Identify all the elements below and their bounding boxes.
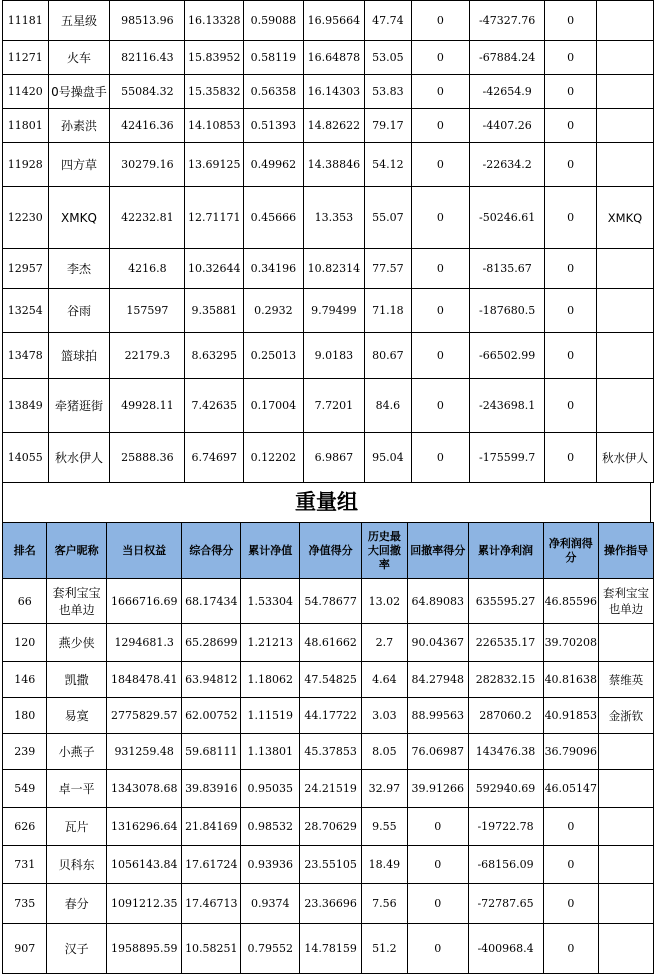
net-profit-cell: -187680.5 [470,289,545,333]
nav-cell: 0.98532 [241,808,300,846]
drawdown-cell: 53.05 [365,41,411,75]
nav-cell: 0.93936 [241,846,300,884]
rank-cell: 907 [3,924,47,974]
profit-score-cell: 0 [545,75,597,109]
header-nav: 累计净值 [241,523,300,579]
table-row [3,770,654,808]
equity-cell: 2775829.57 [106,698,182,734]
drawdown-cell: 32.97 [361,770,407,808]
drawdown-cell: 79.17 [365,109,411,143]
table-row [3,924,654,974]
score-cell: 15.35832 [185,75,244,109]
header-net-profit: 累计净利润 [468,523,543,579]
net-profit-cell: -42654.9 [470,75,545,109]
rank-cell: 11801 [3,109,49,143]
drawdown-cell: 51.2 [361,924,407,974]
rank-cell: 146 [3,662,47,698]
name-cell: 春分 [47,884,107,924]
header-name: 客户昵称 [47,523,107,579]
guide-cell [596,379,653,433]
header-guide: 操作指导 [599,523,654,579]
nav-score-cell: 7.7201 [303,379,365,433]
nav-score-cell: 48.61662 [300,624,362,662]
net-profit-cell: -66502.99 [470,333,545,379]
drawdown-score-cell: 0 [411,187,469,249]
table-row [3,289,654,333]
nav-score-cell: 16.95664 [303,1,365,41]
drawdown-cell: 2.7 [361,624,407,662]
score-cell: 12.71171 [185,187,244,249]
equity-cell: 42232.81 [110,187,185,249]
net-profit-cell: -50246.61 [470,187,545,249]
nav-cell: 1.13801 [241,734,300,770]
profit-score-cell: 0 [543,884,599,924]
score-cell: 14.10853 [185,109,244,143]
nav-score-cell: 23.36696 [300,884,362,924]
name-cell: 汉子 [47,924,107,974]
nav-cell: 0.49962 [244,143,303,187]
rank-cell: 11420 [3,75,49,109]
equity-cell: 49928.11 [110,379,185,433]
rank-cell: 626 [3,808,47,846]
score-cell: 62.00752 [182,698,241,734]
drawdown-score-cell: 88.99563 [407,698,468,734]
profit-score-cell: 0 [545,143,597,187]
drawdown-score-cell: 64.89083 [407,579,468,624]
profit-score-cell: 0 [545,289,597,333]
score-cell: 39.83916 [182,770,241,808]
header-row [3,523,654,579]
net-profit-cell: -47327.76 [470,1,545,41]
profit-score-cell: 0 [545,1,597,41]
drawdown-score-cell: 76.06987 [407,734,468,770]
name-cell: 贝科东 [47,846,107,884]
profit-score-cell: 40.91853 [543,698,599,734]
drawdown-cell: 18.49 [361,846,407,884]
drawdown-score-cell: 0 [411,41,469,75]
drawdown-cell: 84.6 [365,379,411,433]
drawdown-cell: 80.67 [365,333,411,379]
equity-cell: 1848478.41 [106,662,182,698]
score-cell: 10.32644 [185,249,244,289]
score-cell: 17.61724 [182,846,241,884]
table-row [3,433,654,483]
table-row [3,75,654,109]
drawdown-cell: 77.57 [365,249,411,289]
guide-cell [596,143,653,187]
rank-cell: 11928 [3,143,49,187]
drawdown-cell: 95.04 [365,433,411,483]
score-cell: 7.42635 [185,379,244,433]
top-ranking-table [2,0,654,483]
nav-cell: 0.58119 [244,41,303,75]
profit-score-cell: 46.85596 [543,579,599,624]
nav-cell: 0.25013 [244,333,303,379]
guide-cell [596,1,653,41]
drawdown-score-cell: 0 [411,433,469,483]
profit-score-cell: 0 [543,808,599,846]
guide-cell: XMKQ [596,187,653,249]
equity-cell: 42416.36 [110,109,185,143]
net-profit-cell: -243698.1 [470,379,545,433]
drawdown-score-cell: 0 [411,379,469,433]
score-cell: 21.84169 [182,808,241,846]
nav-cell: 0.95035 [241,770,300,808]
profit-score-cell: 46.05147 [543,770,599,808]
guide-cell [599,884,654,924]
score-cell: 17.46713 [182,884,241,924]
equity-cell: 25888.36 [110,433,185,483]
profit-score-cell: 0 [545,187,597,249]
header-drawdown: 历史最大回撤率 [361,523,407,579]
name-cell: 卓一平 [47,770,107,808]
score-cell: 15.83952 [185,41,244,75]
guide-cell [596,333,653,379]
table-row [3,41,654,75]
table-row [3,884,654,924]
nav-score-cell: 44.17722 [300,698,362,734]
name-cell: 孙素洪 [48,109,110,143]
guide-cell [599,846,654,884]
net-profit-cell: 226535.17 [468,624,543,662]
guide-cell [599,770,654,808]
guide-cell [599,734,654,770]
name-cell: 五星级 [48,1,110,41]
profit-score-cell: 0 [545,249,597,289]
nav-cell: 0.17004 [244,379,303,433]
nav-score-cell: 9.79499 [303,289,365,333]
table-row [3,379,654,433]
drawdown-score-cell: 0 [411,1,469,41]
header-nav-score: 净值得分 [300,523,362,579]
name-cell: 牵猪逛街 [48,379,110,433]
nav-score-cell: 10.82314 [303,249,365,289]
table-row [3,109,654,143]
name-cell: 四方草 [48,143,110,187]
table-row [3,579,654,624]
equity-cell: 4216.8 [110,249,185,289]
drawdown-score-cell: 0 [411,75,469,109]
drawdown-score-cell: 39.91266 [407,770,468,808]
nav-score-cell: 16.14303 [303,75,365,109]
drawdown-score-cell: 0 [407,924,468,974]
drawdown-score-cell: 0 [411,289,469,333]
rank-cell: 731 [3,846,47,884]
net-profit-cell: -22634.2 [470,143,545,187]
guide-cell [596,41,653,75]
drawdown-score-cell: 0 [407,884,468,924]
nav-score-cell: 9.0183 [303,333,365,379]
name-cell: 套利宝宝也单边 [47,579,107,624]
name-cell: 李杰 [48,249,110,289]
score-cell: 63.94812 [182,662,241,698]
net-profit-cell: -8135.67 [470,249,545,289]
heavy-group-table [2,522,654,974]
drawdown-score-cell: 0 [411,143,469,187]
table-row [3,698,654,734]
guide-cell [599,924,654,974]
equity-cell: 30279.16 [110,143,185,187]
rank-cell: 11271 [3,41,49,75]
table-row [3,734,654,770]
score-cell: 8.63295 [185,333,244,379]
drawdown-cell: 8.05 [361,734,407,770]
header-rank: 排名 [3,523,47,579]
net-profit-cell: -19722.78 [468,808,543,846]
nav-cell: 0.34196 [244,249,303,289]
net-profit-cell: -72787.65 [468,884,543,924]
nav-score-cell: 24.21519 [300,770,362,808]
rank-cell: 66 [3,579,47,624]
guide-cell: 秋水伊人 [596,433,653,483]
guide-cell: 套利宝宝也单边 [599,579,654,624]
nav-cell: 0.12202 [244,433,303,483]
rank-cell: 13478 [3,333,49,379]
profit-score-cell: 36.79096 [543,734,599,770]
profit-score-cell: 0 [545,433,597,483]
score-cell: 6.74697 [185,433,244,483]
drawdown-cell: 9.55 [361,808,407,846]
profit-score-cell: 0 [545,379,597,433]
nav-score-cell: 16.64878 [303,41,365,75]
header-profit-score: 净利润得分 [543,523,599,579]
score-cell: 65.28699 [182,624,241,662]
equity-cell: 1666716.69 [106,579,182,624]
name-cell: 篮球拍 [48,333,110,379]
drawdown-cell: 7.56 [361,884,407,924]
table-row [3,808,654,846]
score-cell: 10.58251 [182,924,241,974]
nav-score-cell: 28.70629 [300,808,362,846]
table-row [3,187,654,249]
name-cell: 燕少侠 [47,624,107,662]
rank-cell: 13254 [3,289,49,333]
rank-cell: 12957 [3,249,49,289]
profit-score-cell: 0 [545,109,597,143]
nav-score-cell: 54.78677 [300,579,362,624]
table-row [3,1,654,41]
net-profit-cell: 143476.38 [468,734,543,770]
name-cell: 火车 [48,41,110,75]
net-profit-cell: -67884.24 [470,41,545,75]
equity-cell: 1316296.64 [106,808,182,846]
rank-cell: 180 [3,698,47,734]
profit-score-cell: 40.81638 [543,662,599,698]
rank-cell: 120 [3,624,47,662]
rank-cell: 14055 [3,433,49,483]
drawdown-cell: 55.07 [365,187,411,249]
rank-cell: 735 [3,884,47,924]
profit-score-cell: 0 [545,41,597,75]
score-cell: 16.13328 [185,1,244,41]
nav-score-cell: 23.55105 [300,846,362,884]
guide-cell [596,109,653,143]
score-cell: 9.35881 [185,289,244,333]
equity-cell: 157597 [110,289,185,333]
guide-cell [599,808,654,846]
profit-score-cell: 0 [543,846,599,884]
net-profit-cell: 635595.27 [468,579,543,624]
rank-cell: 11181 [3,1,49,41]
guide-cell [596,75,653,109]
nav-score-cell: 13.353 [303,187,365,249]
guide-cell [599,624,654,662]
net-profit-cell: -68156.09 [468,846,543,884]
nav-cell: 1.53304 [241,579,300,624]
nav-cell: 0.79552 [241,924,300,974]
header-equity: 当日权益 [106,523,182,579]
profit-score-cell: 0 [545,333,597,379]
equity-cell: 1056143.84 [106,846,182,884]
header-drawdown-score: 回撤率得分 [407,523,468,579]
guide-cell: 蔡维英 [599,662,654,698]
net-profit-cell: -4407.26 [470,109,545,143]
nav-cell: 1.21213 [241,624,300,662]
net-profit-cell: 282832.15 [468,662,543,698]
score-cell: 59.68111 [182,734,241,770]
drawdown-cell: 13.02 [361,579,407,624]
drawdown-score-cell: 0 [411,333,469,379]
drawdown-cell: 4.64 [361,662,407,698]
rank-cell: 549 [3,770,47,808]
net-profit-cell: -175599.7 [470,433,545,483]
nav-score-cell: 14.82622 [303,109,365,143]
rank-cell: 239 [3,734,47,770]
nav-score-cell: 14.38846 [303,143,365,187]
table-row [3,624,654,662]
header-score: 综合得分 [182,523,241,579]
drawdown-score-cell: 0 [407,808,468,846]
score-cell: 13.69125 [185,143,244,187]
drawdown-cell: 3.03 [361,698,407,734]
nav-score-cell: 6.9867 [303,433,365,483]
guide-cell [596,249,653,289]
nav-cell: 0.59088 [244,1,303,41]
rank-cell: 13849 [3,379,49,433]
name-cell: 秋水伊人 [48,433,110,483]
table-row [3,662,654,698]
equity-cell: 1294681.3 [106,624,182,662]
nav-cell: 1.18062 [241,662,300,698]
profit-score-cell: 0 [543,924,599,974]
drawdown-score-cell: 84.27948 [407,662,468,698]
name-cell: 0号操盘手 [48,75,110,109]
section-title: 重量组 [2,482,651,522]
table-row [3,143,654,187]
table-row [3,249,654,289]
equity-cell: 98513.96 [110,1,185,41]
nav-score-cell: 47.54825 [300,662,362,698]
name-cell: 易寞 [47,698,107,734]
nav-cell: 0.9374 [241,884,300,924]
nav-cell: 0.56358 [244,75,303,109]
equity-cell: 22179.3 [110,333,185,379]
drawdown-score-cell: 0 [411,249,469,289]
drawdown-score-cell: 0 [407,846,468,884]
equity-cell: 1958895.59 [106,924,182,974]
drawdown-score-cell: 0 [411,109,469,143]
equity-cell: 82116.43 [110,41,185,75]
table-row [3,846,654,884]
drawdown-cell: 53.83 [365,75,411,109]
nav-score-cell: 14.78159 [300,924,362,974]
nav-score-cell: 45.37853 [300,734,362,770]
equity-cell: 931259.48 [106,734,182,770]
table-row [3,333,654,379]
equity-cell: 1343078.68 [106,770,182,808]
nav-cell: 0.45666 [244,187,303,249]
name-cell: 谷雨 [48,289,110,333]
drawdown-score-cell: 90.04367 [407,624,468,662]
nav-cell: 1.11519 [241,698,300,734]
net-profit-cell: 592940.69 [468,770,543,808]
nav-cell: 0.51393 [244,109,303,143]
name-cell: 瓦片 [47,808,107,846]
rank-cell: 12230 [3,187,49,249]
guide-cell [596,289,653,333]
name-cell: XMKQ [48,187,110,249]
equity-cell: 55084.32 [110,75,185,109]
net-profit-cell: -400968.4 [468,924,543,974]
drawdown-cell: 71.18 [365,289,411,333]
net-profit-cell: 287060.2 [468,698,543,734]
drawdown-cell: 54.12 [365,143,411,187]
name-cell: 凯撒 [47,662,107,698]
guide-cell: 金浙钦 [599,698,654,734]
score-cell: 68.17434 [182,579,241,624]
profit-score-cell: 39.70208 [543,624,599,662]
drawdown-cell: 47.74 [365,1,411,41]
nav-cell: 0.2932 [244,289,303,333]
equity-cell: 1091212.35 [106,884,182,924]
name-cell: 小燕子 [47,734,107,770]
